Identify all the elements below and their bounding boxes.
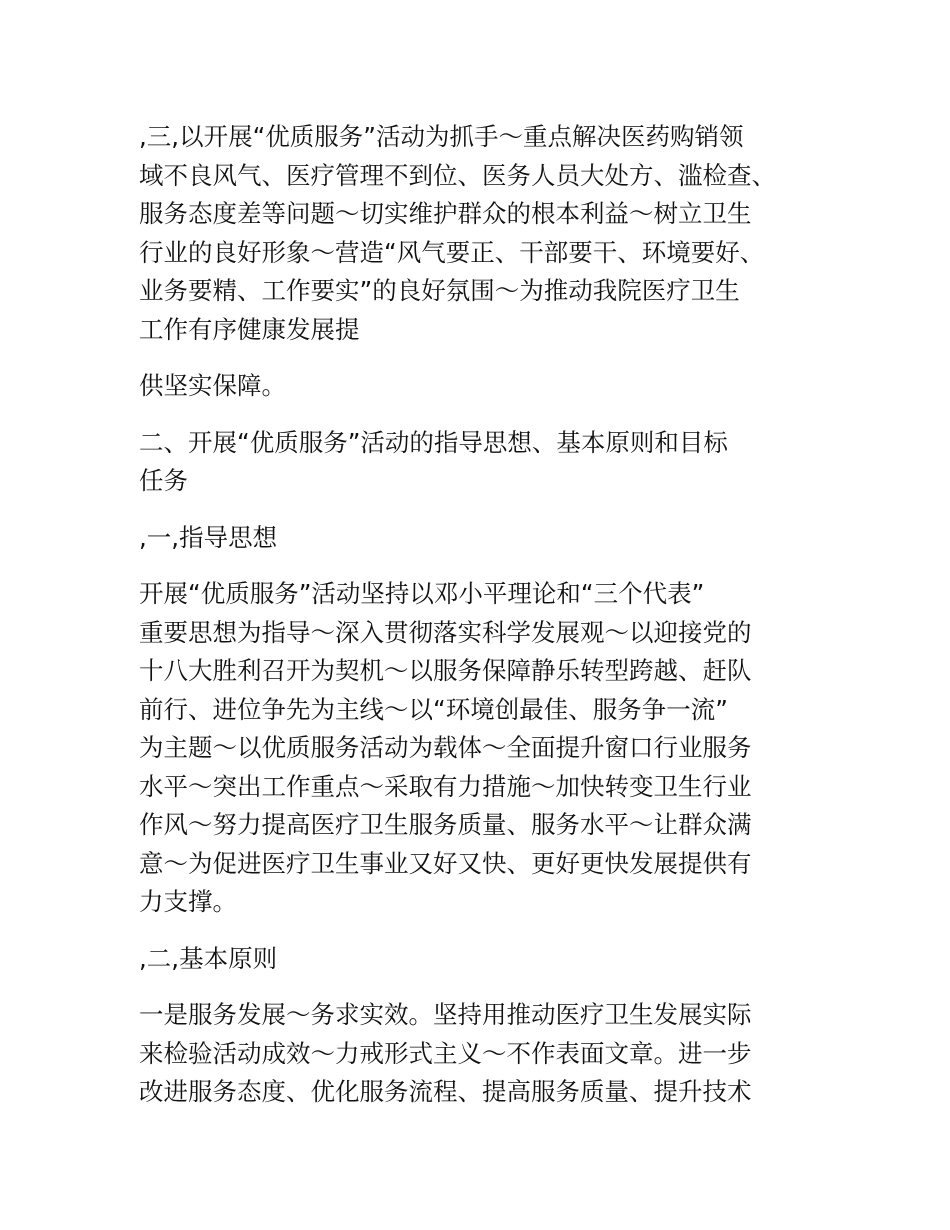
text-line: ,二,基本原则 [139, 943, 278, 973]
document-body [139, 118, 819, 1112]
paragraph-gap [139, 557, 819, 575]
text-line: 行业的良好形象～营造“风气要正、干部要干、环境要好、 [139, 237, 765, 267]
text-line: 作风～努力提高医疗卫生服务质量、服务水平～让群众满 [139, 810, 752, 839]
text-line: ,三,以开展“优质服务”活动为抓手～重点解决医药购销领 [139, 122, 744, 151]
text-line: 意～为促进医疗卫生事业又好又快、更好更快发展提供有 [139, 848, 752, 878]
text-line: 水平～突出工作重点～采取有力措施～加快转变卫生行业 [139, 771, 752, 801]
text-line: ,一,指导思想 [139, 522, 278, 552]
section-heading-2 [139, 424, 819, 501]
paragraph-1 [139, 118, 819, 349]
paragraph-gap [139, 406, 819, 424]
paragraph-principle-1 [139, 996, 819, 1112]
text-line: 工作有序健康发展提 [139, 314, 360, 344]
paragraph-gap [139, 349, 819, 367]
text-line: 重要思想为指导～深入贯彻落实科学发展观～以迎接党的 [139, 617, 752, 647]
subheading-guiding-thought [139, 519, 819, 558]
paragraph-gap [139, 501, 819, 519]
paragraph-gap [139, 978, 819, 996]
text-line: 十八大胜利召开为契机～以服务保障静乐转型跨越、赶队 [139, 656, 752, 685]
paragraph-gap [139, 922, 819, 940]
text-line: 一是服务发展～务求实效。坚持用推动医疗卫生发展实际 [139, 1000, 752, 1029]
paragraph-guiding-thought [139, 575, 819, 922]
text-line: 来检验活动成效～力戒形式主义～不作表面文章。进一步 [139, 1038, 752, 1068]
paragraph-2 [139, 367, 819, 406]
text-line: 服务态度差等问题～切实维护群众的根本利益～树立卫生 [139, 199, 752, 228]
text-line: 域不良风气、医疗管理不到位、医务人员大处方、滥检查、 [139, 160, 776, 190]
text-line: 供坚实保障。 [139, 371, 286, 400]
text-line: 前行、进位争先为主线～以“环境创最佳、服务争一流” [139, 694, 728, 724]
text-line: 为主题～以优质服务活动为载体～全面提升窗口行业服务 [139, 733, 752, 762]
subheading-basic-principles [139, 940, 819, 979]
text-line: 改进服务态度、优化服务流程、提高服务质量、提升技术 [139, 1077, 752, 1106]
text-line: 二、开展“优质服务”活动的指导思想、基本原则和目标 [139, 427, 728, 457]
text-line: 业务要精、工作要实”的良好氛围～为推动我院医疗卫生 [139, 276, 740, 305]
text-line: 任务 [139, 466, 188, 495]
text-line: 开展“优质服务”活动坚持以邓小平理论和“三个代表” [139, 579, 705, 608]
text-line: 力支撑。 [139, 887, 237, 916]
